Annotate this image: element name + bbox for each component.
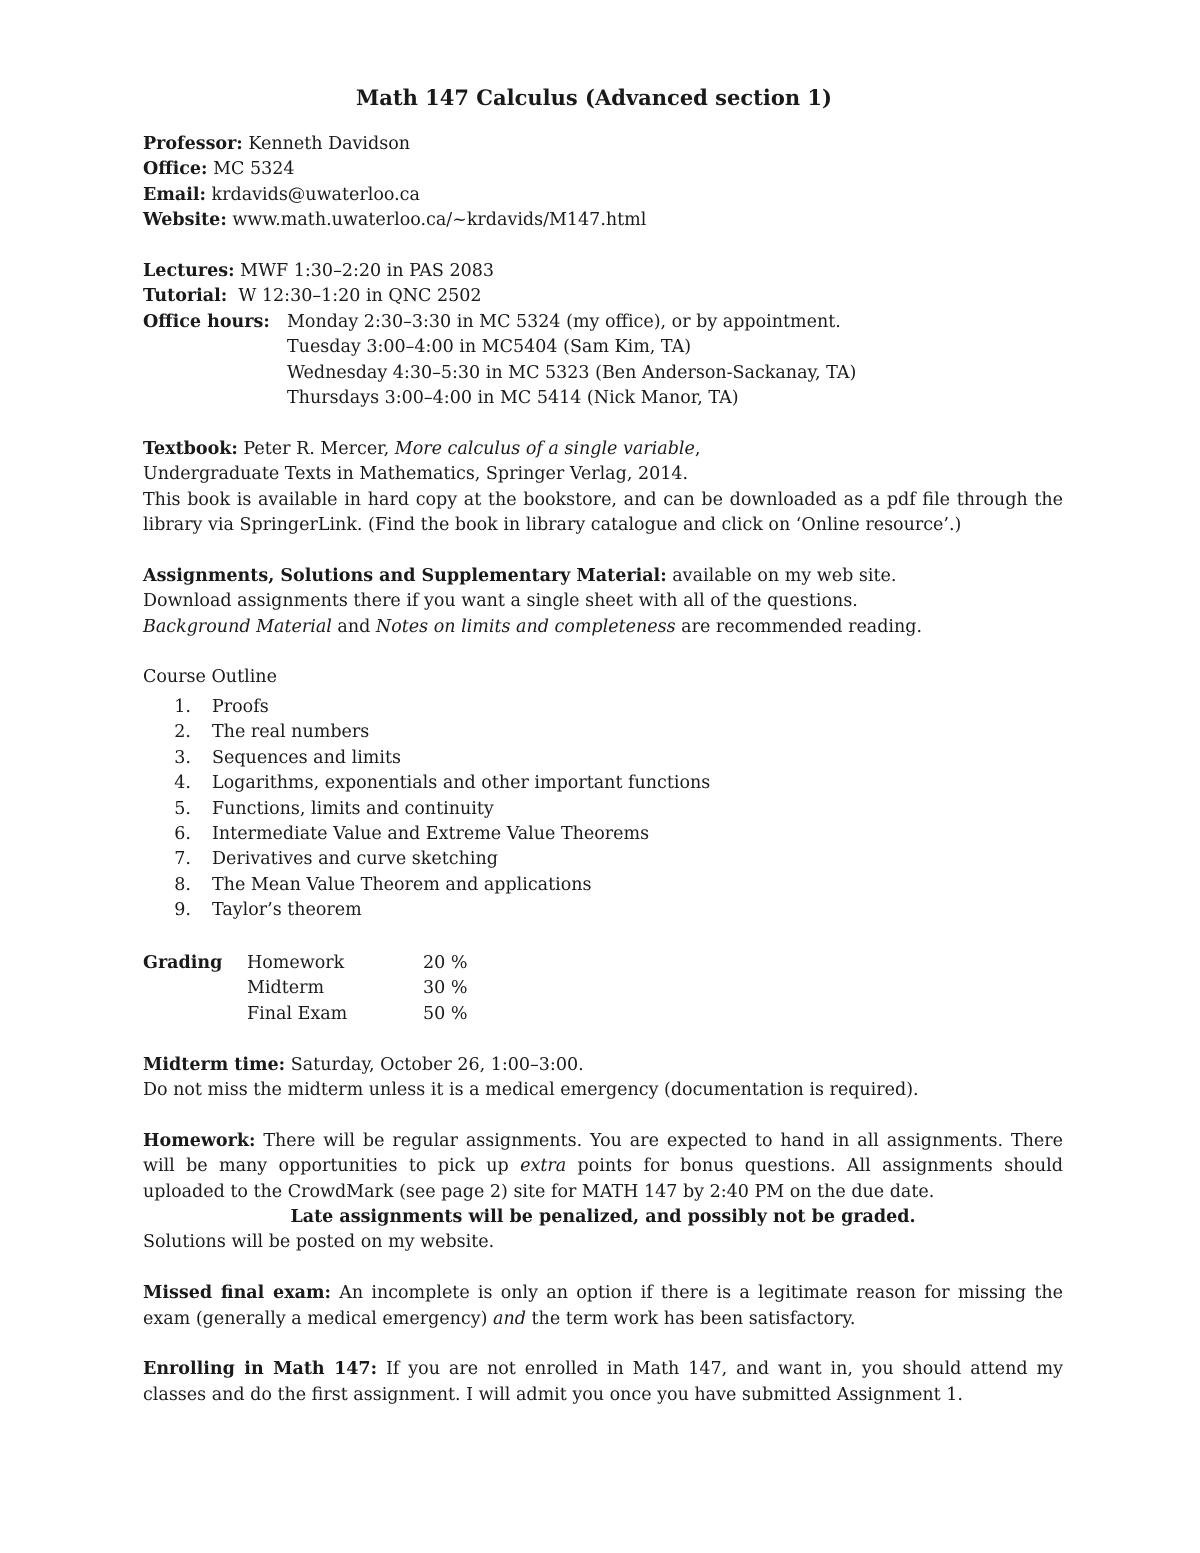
- list-item: 5. Functions, limits and continuity: [174, 798, 494, 819]
- textbook-author: Peter R. Mercer,: [243, 438, 390, 459]
- office-hours-entry: Wednesday 4:30–5:30 in MC 5323 (Ben Anderson-Sackanay, TA): [287, 362, 857, 383]
- website-url: www.math.uwaterloo.ca/~krdavids/M147.html: [232, 210, 647, 231]
- professor-label: Professor:: [143, 134, 243, 154]
- website-label: Website:: [143, 210, 227, 231]
- office-hours-entry: Tuesday 3:00–4:00 in MC5404 (Sam Kim, TA): [287, 337, 692, 358]
- midterm-label: Midterm time:: [143, 1054, 286, 1075]
- midterm-section: [143, 1053, 1063, 1104]
- professor-name: Kenneth Davidson: [248, 134, 411, 154]
- syllabus-page: [143, 84, 1063, 1408]
- homework-section: Homework: There will be regular assignments. You are expected to hand in all assignments. There will be many opportunities to pick up extra points for bonus questions. All assignments should uploaded to the CrowdMark (see page 2) site for MATH 147 by 2:40 PM on the due date. Late assignments will be penalized, and possibly not be graded. Solutions will be posted on my website.: [143, 1129, 1063, 1256]
- email-label: Email:: [143, 184, 206, 205]
- missed-final-section: Missed final exam: An incomplete is only an option if there is a legitimate reason for missing the exam (generally a medical emergency) and the term work has been satisfactory.: [143, 1283, 1063, 1329]
- table-row: Grading Homework 20 %: [143, 951, 467, 976]
- notes-on-limits: Notes on limits and completeness: [375, 616, 676, 637]
- list-item: 6. Intermediate Value and Extreme Value Theorems: [174, 823, 650, 844]
- outline-heading: Course Outline: [143, 667, 277, 688]
- lectures-label: Lectures:: [143, 261, 235, 282]
- list-item: 9. Taylor’s theorem: [174, 900, 362, 921]
- midterm-time: Saturday, October 26, 1:00–3:00.: [290, 1054, 584, 1075]
- textbook-title: More calculus of a single variable: [394, 438, 695, 459]
- list-item: 4. Logarithms, exponentials and other important functions: [174, 773, 711, 794]
- email-address: krdavids@uwaterloo.ca: [211, 184, 420, 205]
- enrolling-label: Enrolling in Math 147:: [143, 1359, 378, 1380]
- lectures-time: MWF 1:30–2:20 in PAS 2083: [240, 261, 495, 282]
- page-title: Math 147 Calculus (Advanced section 1): [356, 85, 832, 110]
- office-hours-label: Office hours:: [143, 311, 270, 332]
- background-material: Background Material: [143, 616, 332, 637]
- outline-list: [143, 695, 1063, 924]
- office-room: MC 5324: [213, 159, 295, 180]
- textbook-section: Textbook: Peter R. Mercer, More calculus of a single variable, Undergraduate Texts in Mathematics, Springer Verlag, 2014. This book is available in hard copy at the bookstore, and can be downloaded as a pdf file through the library via SpringerLink. (Find the book in library catalogue and click on ‘Online resource’.): [143, 437, 1063, 539]
- midterm-note: Do not miss the midterm unless it is a medical emergency (documentation is required).: [143, 1079, 919, 1100]
- office-hours-entry: Thursdays 3:00–4:00 in MC 5414 (Nick Manor, TA): [287, 388, 739, 409]
- enrolling-section: Enrolling in Math 147: If you are not enrolled in Math 147, and want in, you should attend my classes and do the first assignment. I will admit you once you have submitted Assignment 1.: [143, 1359, 1063, 1405]
- grading-table: [143, 951, 467, 1027]
- office-hours-entry: Monday 2:30–3:30 in MC 5324 (my office), or by appointment.: [287, 311, 841, 332]
- assignments-text: available on my web site.: [672, 565, 897, 586]
- list-item: 1. Proofs: [174, 696, 269, 717]
- homework-label: Homework:: [143, 1130, 256, 1151]
- assignments-label: Assignments, Solutions and Supplementary Material:: [143, 565, 667, 586]
- list-item: 2. The real numbers: [174, 722, 370, 743]
- textbook-publisher: Undergraduate Texts in Mathematics, Springer Verlag, 2014.: [143, 464, 689, 485]
- contact-section: [143, 132, 1063, 234]
- assignments-section: Assignments, Solutions and Supplementary Material: available on my web site. Download assignments there if you want a single sheet with all of the questions. Background Material and Notes on limits and completeness are recommended reading.: [143, 564, 1063, 640]
- grading-label: Grading: [143, 952, 223, 973]
- office-label: Office:: [143, 159, 208, 180]
- list-item: 3. Sequences and limits: [174, 747, 402, 768]
- solutions-note: Solutions will be posted on my website.: [143, 1232, 495, 1253]
- table-row: Midterm 30 %: [247, 978, 468, 999]
- assignments-download: Download assignments there if you want a single sheet with all of the questions.: [143, 591, 858, 612]
- missed-final-label: Missed final exam:: [143, 1283, 331, 1304]
- list-item: 8. The Mean Value Theorem and applications: [174, 874, 592, 895]
- schedule-section: [143, 259, 1063, 411]
- list-item: 7. Derivatives and curve sketching: [174, 849, 498, 870]
- textbook-availability: This book is available in hard copy at the bookstore, and can be downloaded as a pdf file through the library via SpringerLink. (Find the book in library catalogue and click on ‘Online resource’.): [143, 489, 1063, 536]
- table-row: Final Exam 50 %: [247, 1003, 468, 1024]
- tutorial-label: Tutorial:: [143, 286, 228, 307]
- course-outline-section: [143, 665, 1063, 923]
- textbook-label: Textbook:: [143, 438, 238, 459]
- late-policy: Late assignments will be penalized, and possibly not be graded.: [290, 1206, 916, 1227]
- tutorial-time: W 12:30–1:20 in QNC 2502: [238, 286, 482, 307]
